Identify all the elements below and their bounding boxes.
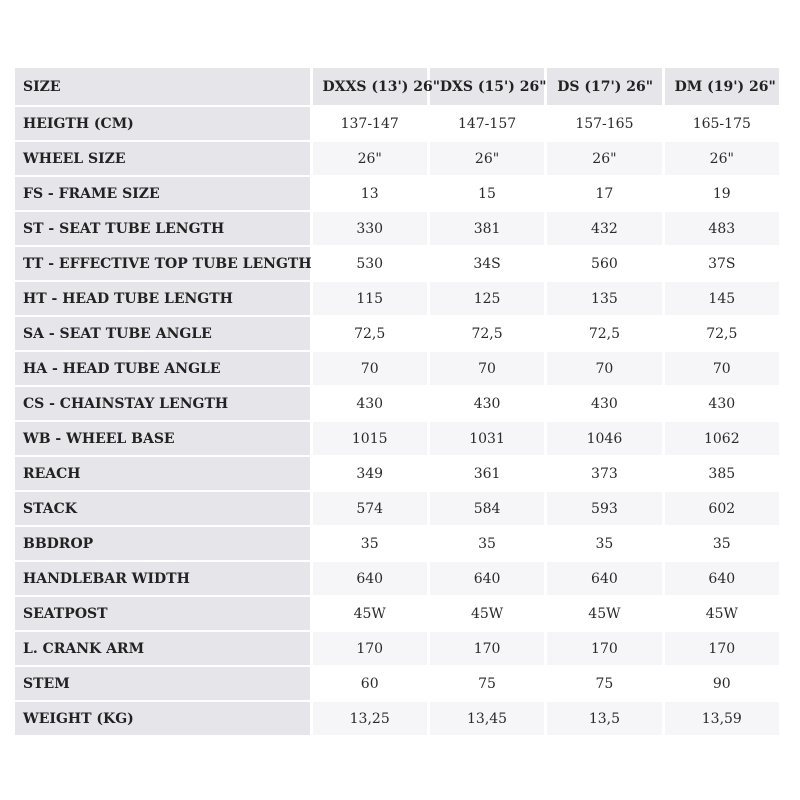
- table-row: [15, 422, 779, 455]
- row-label: HEIGTH (CM): [15, 107, 310, 140]
- table-cell: 530: [313, 247, 427, 280]
- table-cell: 157-165: [547, 107, 661, 140]
- row-label: WB - WHEEL BASE: [15, 422, 310, 455]
- table-cell: 1046: [547, 422, 661, 455]
- table-row: [15, 212, 779, 245]
- table-cell: 26": [430, 142, 544, 175]
- table-cell: 170: [430, 632, 544, 665]
- table-cell: 15: [430, 177, 544, 210]
- table-cell: 640: [313, 562, 427, 595]
- table-row: [15, 667, 779, 700]
- header-row: [15, 68, 779, 105]
- table-cell: 37S: [665, 247, 779, 280]
- table-cell: 75: [547, 667, 661, 700]
- row-label: REACH: [15, 457, 310, 490]
- table-cell: 330: [313, 212, 427, 245]
- table-cell: 17: [547, 177, 661, 210]
- table-cell: 430: [665, 387, 779, 420]
- table-cell: 430: [430, 387, 544, 420]
- table-cell: 72,5: [547, 317, 661, 350]
- table-cell: 1031: [430, 422, 544, 455]
- table-cell: 90: [665, 667, 779, 700]
- table-cell: 170: [547, 632, 661, 665]
- table-cell: 34S: [430, 247, 544, 280]
- table-cell: 70: [665, 352, 779, 385]
- table-cell: 35: [665, 527, 779, 560]
- table-cell: 70: [313, 352, 427, 385]
- row-label: L. CRANK ARM: [15, 632, 310, 665]
- row-label: ST - SEAT TUBE LENGTH: [15, 212, 310, 245]
- table-cell: 60: [313, 667, 427, 700]
- table-cell: 13,25: [313, 702, 427, 735]
- table-cell: 593: [547, 492, 661, 525]
- row-label: HT - HEAD TUBE LENGTH: [15, 282, 310, 315]
- table-cell: 72,5: [665, 317, 779, 350]
- table-cell: 574: [313, 492, 427, 525]
- table-row: [15, 107, 779, 140]
- table-cell: 35: [313, 527, 427, 560]
- table-cell: 165-175: [665, 107, 779, 140]
- table-cell: 13,45: [430, 702, 544, 735]
- row-label: SEATPOST: [15, 597, 310, 630]
- table-row: [15, 352, 779, 385]
- header-size-dxxs: DXXS (13') 26": [313, 68, 427, 105]
- table-row: [15, 142, 779, 175]
- row-label: FS - FRAME SIZE: [15, 177, 310, 210]
- table-cell: 115: [313, 282, 427, 315]
- table-cell: 135: [547, 282, 661, 315]
- table-cell: 70: [430, 352, 544, 385]
- table-row: [15, 247, 779, 280]
- table-cell: 373: [547, 457, 661, 490]
- table-cell: 35: [547, 527, 661, 560]
- table-cell: 125: [430, 282, 544, 315]
- table-cell: 349: [313, 457, 427, 490]
- geometry-table: [12, 66, 782, 737]
- table-cell: 45W: [665, 597, 779, 630]
- table-row: [15, 632, 779, 665]
- table-cell: 432: [547, 212, 661, 245]
- table-cell: 13: [313, 177, 427, 210]
- row-label: HA - HEAD TUBE ANGLE: [15, 352, 310, 385]
- row-label: CS - CHAINSTAY LENGTH: [15, 387, 310, 420]
- header-size-label: SIZE: [15, 68, 310, 105]
- table-row: [15, 492, 779, 525]
- table-cell: 72,5: [430, 317, 544, 350]
- table-cell: 35: [430, 527, 544, 560]
- table-row: [15, 527, 779, 560]
- table-cell: 361: [430, 457, 544, 490]
- table-cell: 45W: [547, 597, 661, 630]
- table-cell: 170: [665, 632, 779, 665]
- table-cell: 602: [665, 492, 779, 525]
- table-cell: 640: [665, 562, 779, 595]
- table-cell: 640: [547, 562, 661, 595]
- table-row: [15, 282, 779, 315]
- table-cell: 13,59: [665, 702, 779, 735]
- table-cell: 70: [547, 352, 661, 385]
- table-cell: 584: [430, 492, 544, 525]
- table-row: [15, 597, 779, 630]
- table-cell: 75: [430, 667, 544, 700]
- table-cell: 1015: [313, 422, 427, 455]
- table-cell: 381: [430, 212, 544, 245]
- table-cell: 560: [547, 247, 661, 280]
- row-label: WHEEL SIZE: [15, 142, 310, 175]
- table-cell: 430: [313, 387, 427, 420]
- table-cell: 45W: [430, 597, 544, 630]
- row-label: HANDLEBAR WIDTH: [15, 562, 310, 595]
- table-cell: 19: [665, 177, 779, 210]
- row-label: STACK: [15, 492, 310, 525]
- table-cell: 640: [430, 562, 544, 595]
- table-cell: 13,5: [547, 702, 661, 735]
- table-row: [15, 317, 779, 350]
- table-cell: 145: [665, 282, 779, 315]
- row-label: SA - SEAT TUBE ANGLE: [15, 317, 310, 350]
- table-cell: 26": [547, 142, 661, 175]
- table-cell: 26": [665, 142, 779, 175]
- header-size-ds: DS (17') 26": [547, 68, 661, 105]
- table-cell: 1062: [665, 422, 779, 455]
- table-cell: 137-147: [313, 107, 427, 140]
- table-row: [15, 457, 779, 490]
- table-row: [15, 702, 779, 735]
- table-row: [15, 387, 779, 420]
- row-label: TT - EFFECTIVE TOP TUBE LENGTH: [15, 247, 310, 280]
- row-label: WEIGHT (KG): [15, 702, 310, 735]
- table-cell: 170: [313, 632, 427, 665]
- table-cell: 430: [547, 387, 661, 420]
- row-label: BBDROP: [15, 527, 310, 560]
- row-label: STEM: [15, 667, 310, 700]
- table-cell: 45W: [313, 597, 427, 630]
- header-size-dm: DM (19') 26": [665, 68, 779, 105]
- table-cell: 26": [313, 142, 427, 175]
- table-cell: 147-157: [430, 107, 544, 140]
- table-cell: 72,5: [313, 317, 427, 350]
- table-row: [15, 562, 779, 595]
- header-size-dxs: DXS (15') 26": [430, 68, 544, 105]
- table-cell: 483: [665, 212, 779, 245]
- table-row: [15, 177, 779, 210]
- table-cell: 385: [665, 457, 779, 490]
